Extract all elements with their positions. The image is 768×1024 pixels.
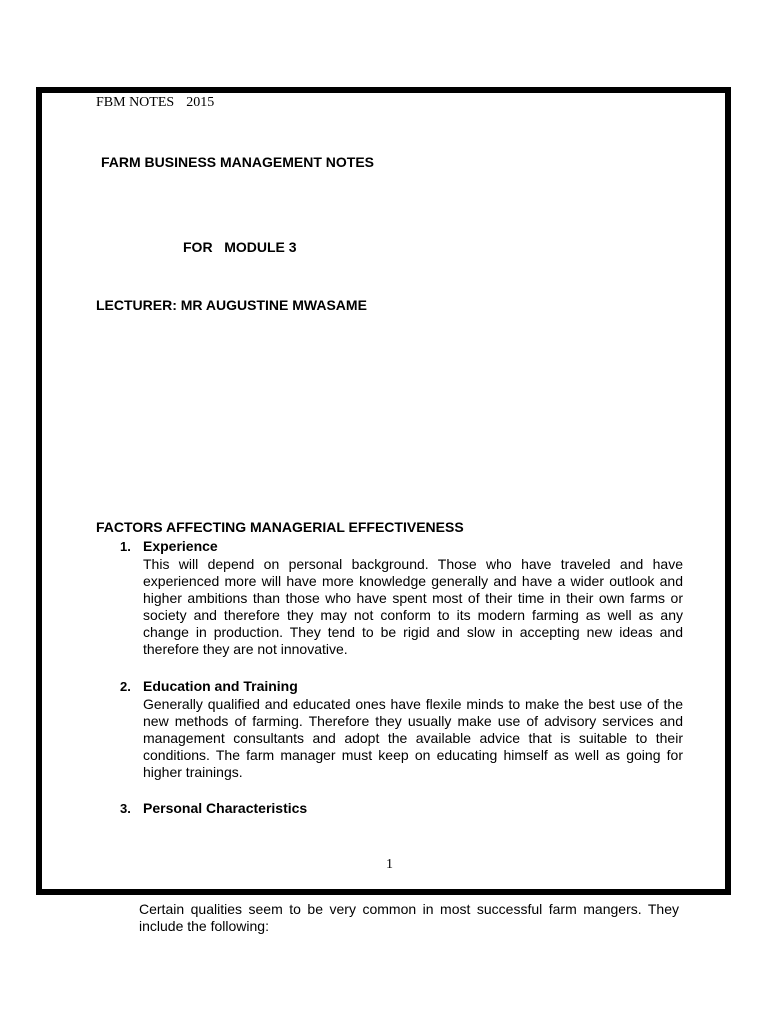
item-title: Experience: [143, 538, 218, 554]
document-title: FARM BUSINESS MANAGEMENT NOTES: [101, 154, 375, 170]
lecturer-label: LECTURER: MR AUGUSTINE MWASAME: [96, 297, 367, 313]
section-heading: FACTORS AFFECTING MANAGERIAL EFFECTIVENESS: [96, 519, 464, 535]
continuation-text: Certain qualities seem to be very common in most successful farm mangers. They include the following:: [139, 901, 679, 934]
item-number: 1.: [120, 539, 131, 554]
item-title: Personal Characteristics: [143, 800, 308, 816]
module-label: FOR MODULE 3: [183, 239, 297, 255]
list-item: [120, 538, 131, 556]
list-item: [120, 678, 131, 696]
item-title: Education and Training: [143, 678, 298, 694]
list-item: [120, 800, 131, 818]
page-number: 1: [386, 857, 393, 872]
doc-code: FBM NOTES: [96, 95, 175, 110]
item-text: This will depend on personal background. Those who have traveled and have experienced more will have more knowledge generally and have a wider outlook and higher ambitions than those who have spent most of their time in their own farms or society and therefore they may not conform to its modern farming as well as any change in production. They tend to be rigid and slow in accepting new ideas and therefore they are not innovative.: [143, 556, 683, 657]
item-number: 3.: [120, 801, 131, 816]
header-note: [96, 95, 214, 111]
doc-year: 2015: [186, 95, 215, 110]
item-number: 2.: [120, 679, 131, 694]
item-text: Generally qualified and educated ones have flexile minds to make the best use of the new methods of farming. Therefore they usually make use of advisory services and management consultants and adopt the available advice that is suitable to their conditions. The farm manager must keep on educating himself as well as going for higher trainings.: [143, 696, 683, 780]
